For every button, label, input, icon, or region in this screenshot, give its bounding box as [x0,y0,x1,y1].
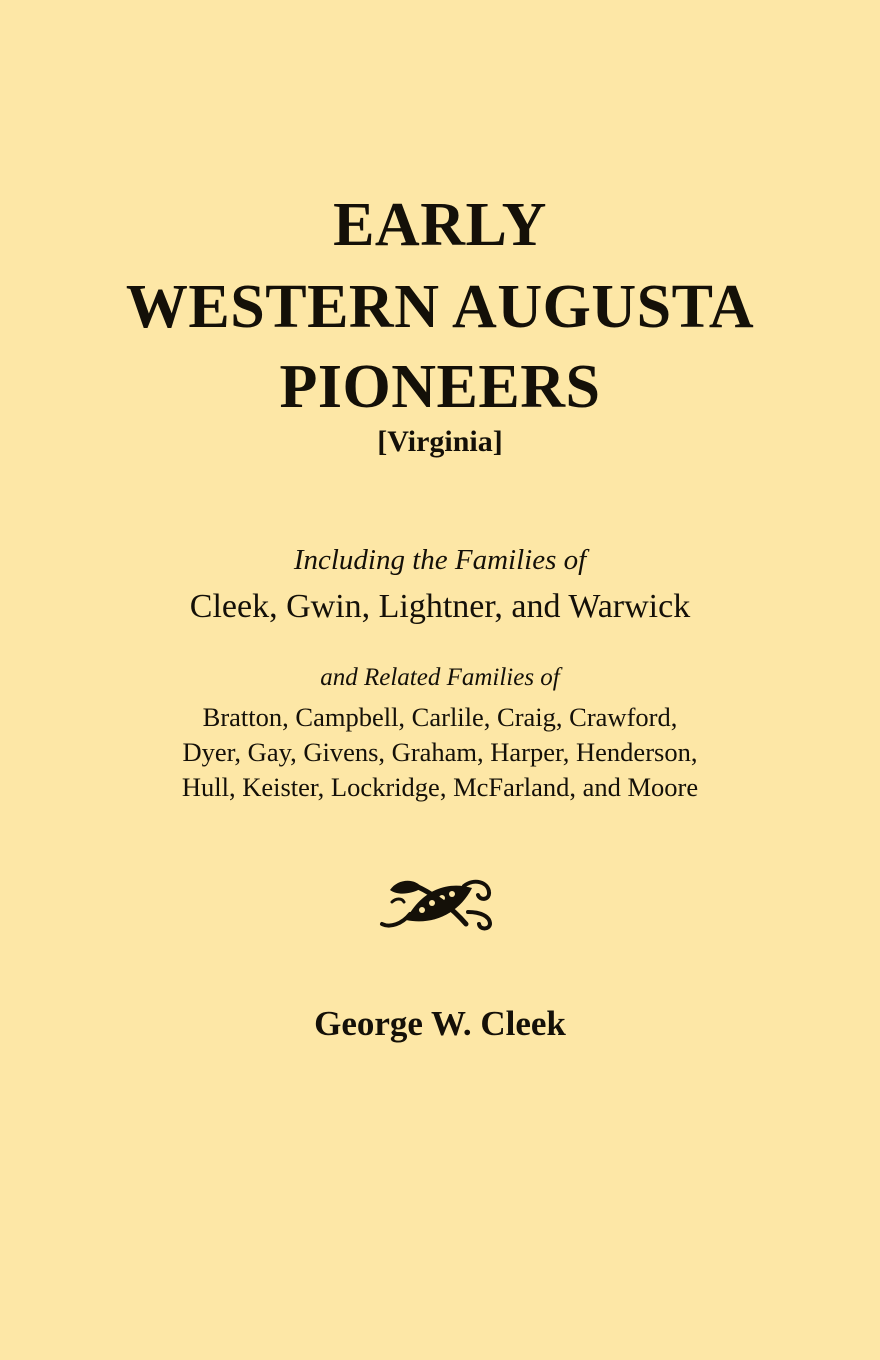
title-line-3: PIONEERS [279,353,601,421]
related-families-line-3: Hull, Keister, Lockridge, McFarland, and Moore [181,772,699,802]
related-families-line-2: Dyer, Gay, Givens, Graham, Harper, Henderson, [182,737,698,767]
main-families-intro: Including the Families of [293,544,587,576]
related-families-intro: and Related Families of [320,664,560,691]
title-line-2: WESTERN AUGUSTA [125,273,755,341]
subtitle: [Virginia] [377,425,503,458]
author-name: George W. Cleek [314,1004,566,1043]
related-families [0,700,880,805]
main-families: Cleek, Gwin, Lightner, and Warwick [189,588,691,625]
fleuron-ornament-icon [376,868,496,934]
title-line-1: EARLY [333,191,547,259]
related-families-line-1: Bratton, Campbell, Carlile, Craig, Crawford, [202,702,678,732]
